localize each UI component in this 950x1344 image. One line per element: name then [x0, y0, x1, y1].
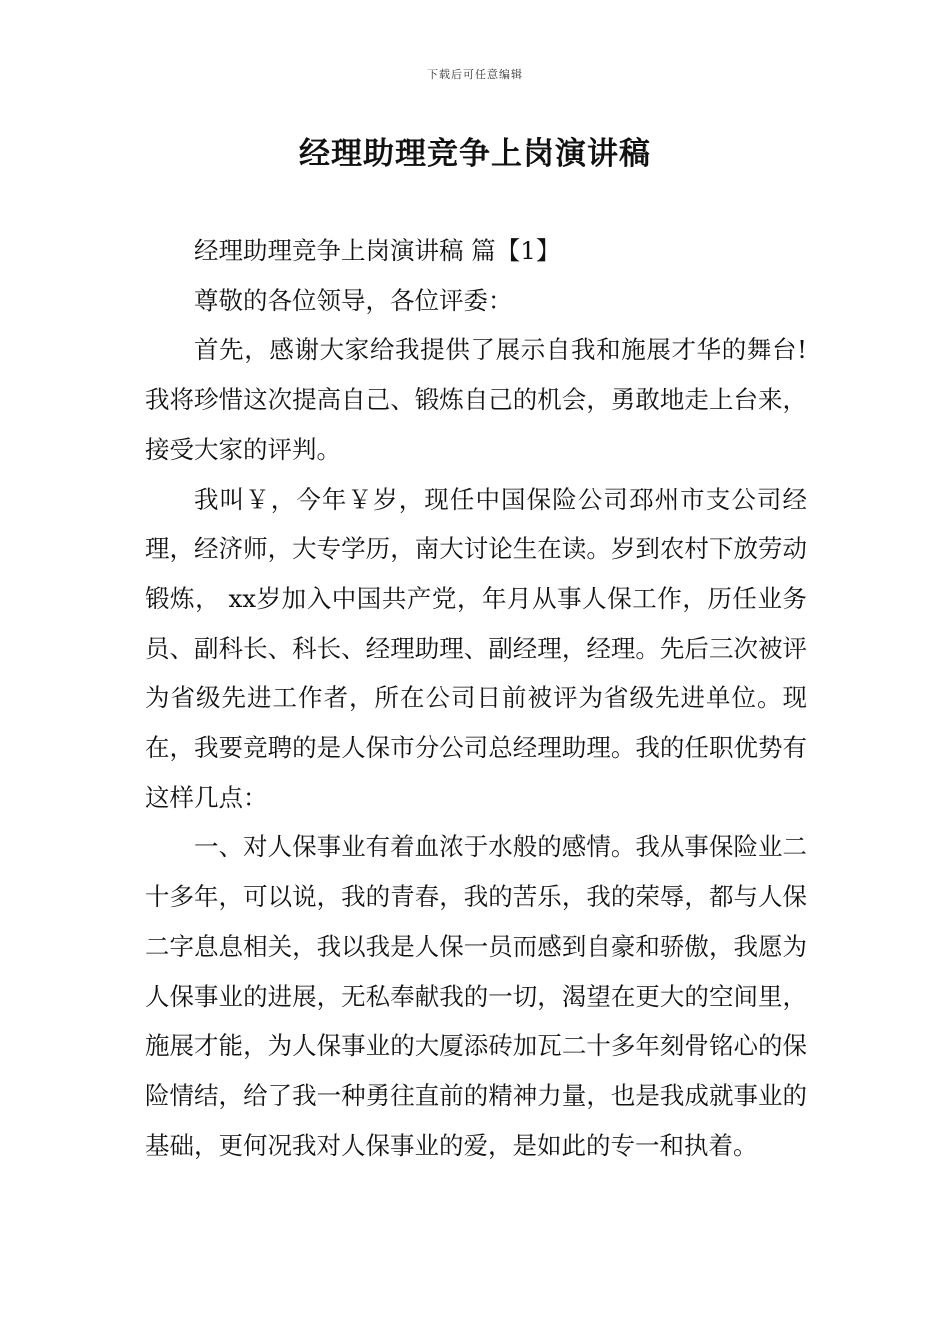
paragraph-introduction: 我叫￥，今年￥岁，现任中国保险公司邳州市支公司经理，经济师，大专学历，南大讨论生在读。岁到农村下放劳动锻炼， xx岁加入中国共产党，年月从事人保工作，历任业务员、副科长、科长、经理助理、副经理，经理。先后三次被评为省级先进工作者，所在公司日前被评为省级先进单位。现在，我要竞聘的是人保市分公司总经理助理。我的任职优势有这样几点：	[145, 484, 807, 812]
document-body	[145, 226, 807, 1170]
page-header-note: 下载后可任意编辑	[427, 68, 523, 81]
paragraph-opening: 首先，感谢大家给我提供了展示自我和施展才华的舞台!我将珍惜这次提高自己、锻炼自己的机会，勇敢地走上台来，接受大家的评判。	[145, 335, 807, 464]
paragraph-advantage-one: 一、对人保事业有着血浓于水般的感情。我从事保险业二十多年，可以说，我的青春，我的苦乐，我的荣辱，都与人保二字息息相关，我以我是人保一员而感到自豪和骄傲，我愿为人保事业的进展，无私奉献我的一切，渴望在更大的空间里，施展才能，为人保事业的大厦添砖加瓦二十多年刻骨铭心的保险情结，给了我一种勇往直前的精神力量，也是我成就事业的基础，更何况我对人保事业的爱，是如此的专一和执着。	[145, 832, 807, 1160]
salutation: 尊敬的各位领导，各位评委：	[194, 285, 513, 315]
section-heading: 经理助理竞争上岗演讲稿 篇【1】	[194, 236, 561, 265]
document-title: 经理助理竞争上岗演讲稿	[299, 136, 651, 172]
